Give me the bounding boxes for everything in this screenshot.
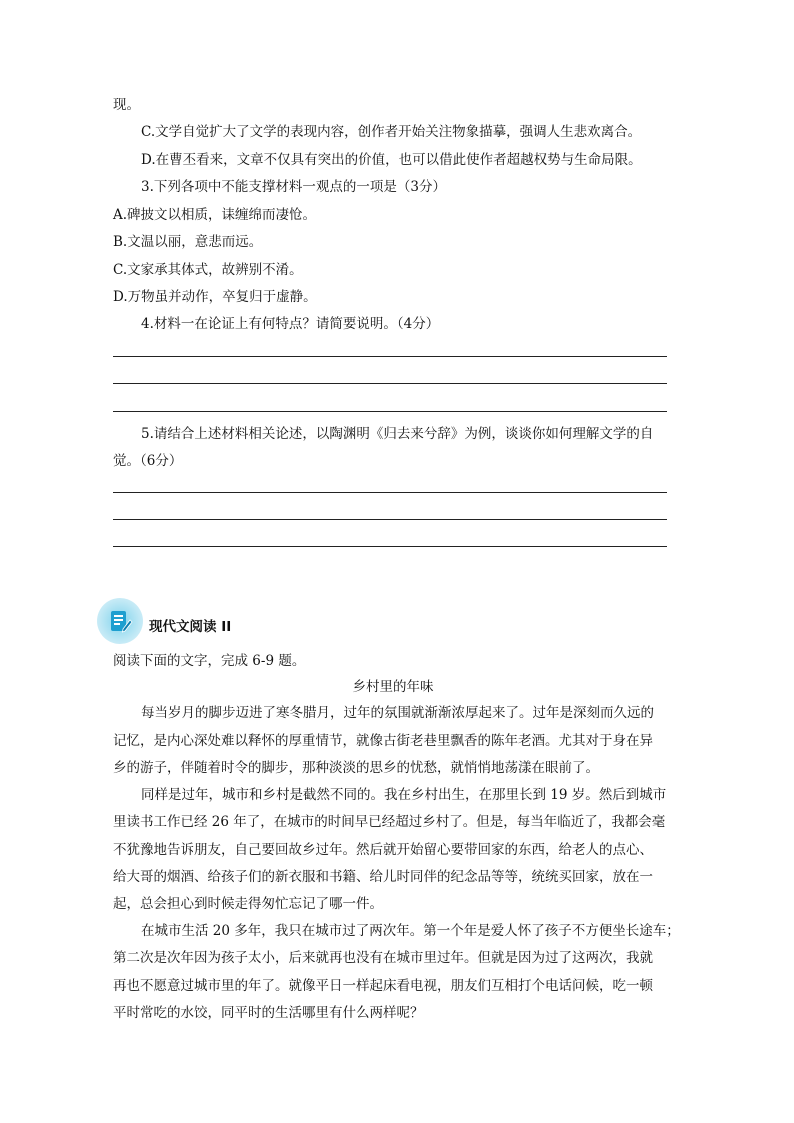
section-header xyxy=(97,598,231,644)
answer-line[interactable] xyxy=(113,356,667,357)
question-4: 4.材料一在论证上有何特点？请简要说明。（4分） xyxy=(141,316,440,332)
answer-line[interactable] xyxy=(113,492,667,493)
question-3-option-b: B.文温以丽，意悲而远。 xyxy=(113,234,263,250)
paragraph-line: 起，总会担心到时候走得匆忙忘记了哪一件。 xyxy=(113,896,383,912)
paragraph-line: 乡的游子，伴随着时令的脚步，那种淡淡的思乡的忧愁，就悄悄地荡漾在眼前了。 xyxy=(113,760,599,776)
paragraph-line: 平时常吃的水饺，同平时的生活哪里有什么两样呢？ xyxy=(113,1005,424,1021)
paragraph-line: 每当岁月的脚步迈进了寒冬腊月，过年的氛围就渐渐浓厚起来了。过年是深刻而久远的 xyxy=(141,705,654,721)
notebook-pen-icon xyxy=(97,598,143,644)
paragraph-line: 记忆，是内心深处难以释怀的厚重情节，就像古街老巷里飘香的陈年老酒。尤其对于身在异 xyxy=(113,733,653,749)
option-d: D.在曹丕看来，文章不仅具有突出的价值，也可以借此使作者超越权势与生命局限。 xyxy=(141,152,642,168)
question-3-option-d: D.万物虽并动作，卒复归于虚静。 xyxy=(113,289,317,305)
paragraph-line: 第二次是次年因为孩子太小，后来就再也没有在城市里过年。但就是因为过了这两次，我就 xyxy=(113,950,653,966)
question-3-option-c: C.文家承其体式，故辨别不淆。 xyxy=(113,262,303,278)
paragraph-line: 给大哥的烟酒、给孩子们的新衣服和书籍、给儿时同伴的纪念品等等，统统买回家，放在一 xyxy=(113,869,653,885)
question-3-option-a: A.碑披文以相质，诔缠绵而凄怆。 xyxy=(113,207,317,223)
question-5-cont: 觉。（6分） xyxy=(113,453,183,469)
answer-line[interactable] xyxy=(113,546,667,547)
paragraph-line: 不犹豫地告诉朋友，自己要回故乡过年。然后就开始留心要带回家的东西，给老人的点心、 xyxy=(113,842,653,858)
paragraph-line: 在城市生活 20 多年，我只在城市过了两次年。第一个年是爱人怀了孩子不方便坐长途车； xyxy=(141,923,680,939)
paragraph-line: 再也不愿意过城市里的年了。就像平日一样起床看电视，朋友们互相打个电话问候，吃一顿 xyxy=(113,978,653,994)
answer-line[interactable] xyxy=(113,383,667,384)
option-c: C.文学自觉扩大了文学的表现内容，创作者开始关注物象描摹，强调人生悲欢离合。 xyxy=(141,124,642,140)
answer-line[interactable] xyxy=(113,519,667,520)
question-3: 3.下列各项中不能支撑材料一观点的一项是（3分） xyxy=(141,179,446,195)
question-5: 5.请结合上述材料相关论述，以陶渊明《归去来兮辞》为例，谈谈你如何理解文学的自 xyxy=(141,426,654,442)
paragraph-line: 同样是过年，城市和乡村是截然不同的。我在乡村出生，在那里长到 19 岁。然后到城市 xyxy=(141,787,667,803)
reading-instruction: 阅读下面的文字，完成 6-9 题。 xyxy=(113,653,306,669)
paragraph-line: 里读书工作已经 26 年了，在城市的时间早已经超过乡村了。但是，每当年临近了，我都会毫 xyxy=(113,814,666,830)
article-title: 乡村里的年味 xyxy=(352,679,434,695)
answer-line[interactable] xyxy=(113,411,667,412)
text-line: 现。 xyxy=(113,97,140,113)
section-title: 现代文阅读 II xyxy=(149,619,232,635)
